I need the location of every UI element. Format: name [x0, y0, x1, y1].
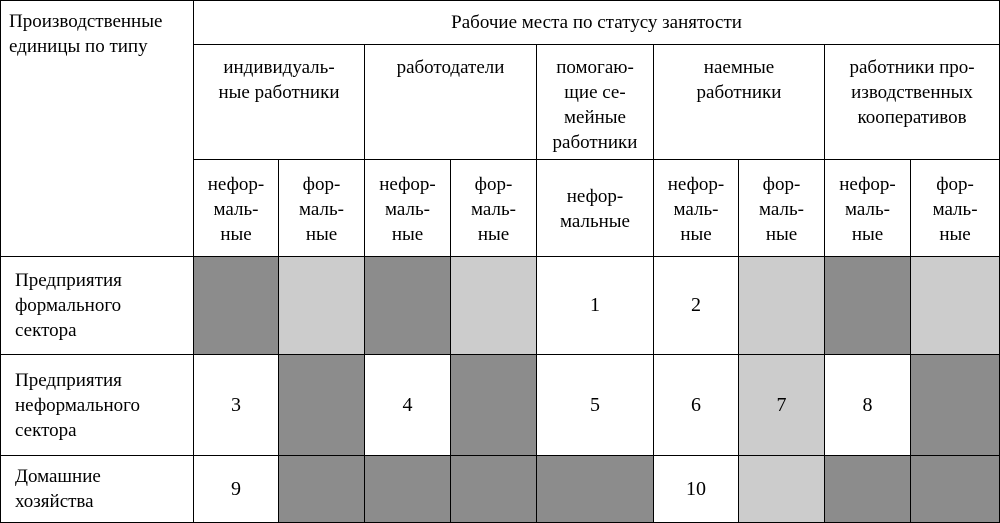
- table-cell: [739, 257, 825, 355]
- row-header-households: Домашние хозяйства: [1, 456, 194, 523]
- table-cell: [365, 257, 451, 355]
- table-cell: 1: [537, 257, 654, 355]
- row-header-formal-sector: Предприятия формального сектора: [1, 257, 194, 355]
- subheader-informal: нефор- маль- ные: [654, 160, 739, 257]
- table-cell: [279, 257, 365, 355]
- table-cell: [451, 355, 537, 456]
- table-cell: [451, 456, 537, 523]
- table-cell: [911, 456, 1000, 523]
- table-cell: 10: [654, 456, 739, 523]
- table-cell: [279, 355, 365, 456]
- table-row-formal-sector: [1, 257, 1000, 355]
- table-row-informal-sector: [1, 355, 1000, 456]
- table-cell: [537, 456, 654, 523]
- table-cell: 6: [654, 355, 739, 456]
- table-cell: 9: [194, 456, 279, 523]
- table-cell: [739, 456, 825, 523]
- employment-status-header: Рабочие места по статусу занятости: [194, 1, 1000, 45]
- corner-header: Производственные единицы по типу: [1, 1, 194, 257]
- group-header-cooperative-members: работники про- изводственных кооперативов: [825, 45, 1000, 160]
- table-cell: 3: [194, 355, 279, 456]
- subheader-informal: нефор- маль- ные: [194, 160, 279, 257]
- table-row-households: [1, 456, 1000, 523]
- table-cell: 2: [654, 257, 739, 355]
- subheader-formal: фор- маль- ные: [739, 160, 825, 257]
- subheader-informal: нефор- мальные: [537, 160, 654, 257]
- subheader-formal: фор- маль- ные: [451, 160, 537, 257]
- table-cell: [279, 456, 365, 523]
- table-cell: 7: [739, 355, 825, 456]
- table-cell: [825, 257, 911, 355]
- group-header-employers: работодатели: [365, 45, 537, 160]
- group-header-employees: наемные работники: [654, 45, 825, 160]
- table-cell: [194, 257, 279, 355]
- subheader-informal: нефор- маль- ные: [825, 160, 911, 257]
- table-cell: 5: [537, 355, 654, 456]
- subheader-formal: фор- маль- ные: [279, 160, 365, 257]
- table-cell: [365, 456, 451, 523]
- table-cell: [911, 355, 1000, 456]
- row-header-informal-sector: Предприятия неформального сектора: [1, 355, 194, 456]
- table-cell: 4: [365, 355, 451, 456]
- table-cell: [825, 456, 911, 523]
- table-cell: [911, 257, 1000, 355]
- group-header-family-workers: помогаю- щие се- мейные работники: [537, 45, 654, 160]
- subheader-formal: фор- маль- ные: [911, 160, 1000, 257]
- group-header-own-account: индивидуаль- ные работники: [194, 45, 365, 160]
- table-cell: 8: [825, 355, 911, 456]
- table-cell: [451, 257, 537, 355]
- subheader-informal: нефор- маль- ные: [365, 160, 451, 257]
